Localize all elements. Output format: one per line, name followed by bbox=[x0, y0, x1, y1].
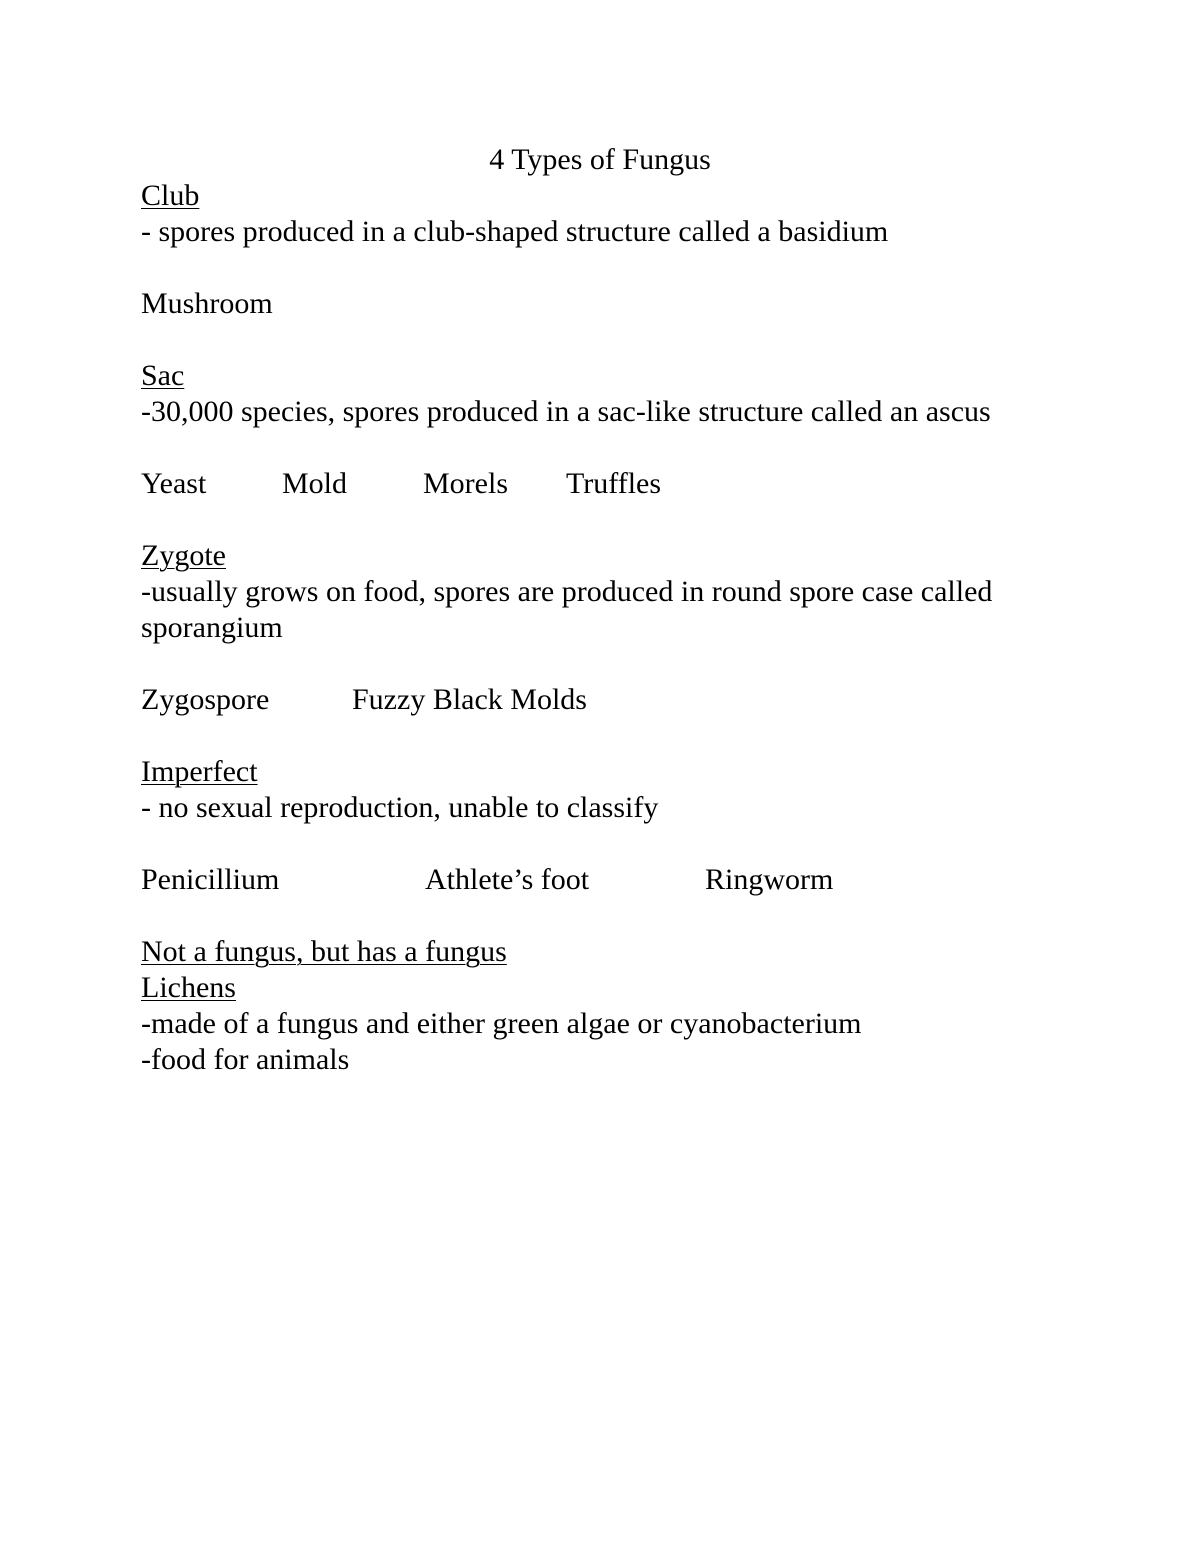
imperfect-description: - no sexual reproduction, unable to classify bbox=[141, 791, 659, 824]
sac-heading: Sac bbox=[141, 359, 185, 392]
zygote-example: Fuzzy Black Molds bbox=[352, 683, 587, 716]
sac-description: -30,000 species, spores produced in a sac-like structure called an ascus bbox=[141, 395, 991, 428]
club-heading: Club bbox=[141, 179, 200, 212]
imperfect-example: Athlete’s foot bbox=[425, 863, 590, 896]
imperfect-example: Penicillium bbox=[141, 863, 280, 896]
zygote-description-line2: sporangium bbox=[141, 611, 283, 644]
not-a-fungus-heading: Not a fungus, but has a fungus bbox=[141, 935, 507, 968]
lichens-description-line2: -food for animals bbox=[141, 1043, 350, 1076]
zygote-example: Zygospore bbox=[141, 683, 270, 716]
zygote-heading: Zygote bbox=[141, 539, 226, 572]
club-example: Mushroom bbox=[141, 287, 273, 320]
imperfect-heading: Imperfect bbox=[141, 755, 258, 788]
lichens-heading: Lichens bbox=[141, 971, 236, 1004]
sac-example: Mold bbox=[282, 467, 348, 500]
imperfect-example: Ringworm bbox=[705, 863, 834, 896]
sac-example: Truffles bbox=[566, 467, 662, 500]
zygote-description-line1: -usually grows on food, spores are produced in round spore case called bbox=[141, 575, 993, 608]
lichens-description-line1: -made of a fungus and either green algae or cyanobacterium bbox=[141, 1007, 862, 1040]
club-description: - spores produced in a club-shaped structure called a basidium bbox=[141, 215, 889, 248]
sac-example: Yeast bbox=[141, 467, 207, 500]
sac-example: Morels bbox=[423, 467, 508, 500]
page-title: 4 Types of Fungus bbox=[489, 143, 711, 176]
